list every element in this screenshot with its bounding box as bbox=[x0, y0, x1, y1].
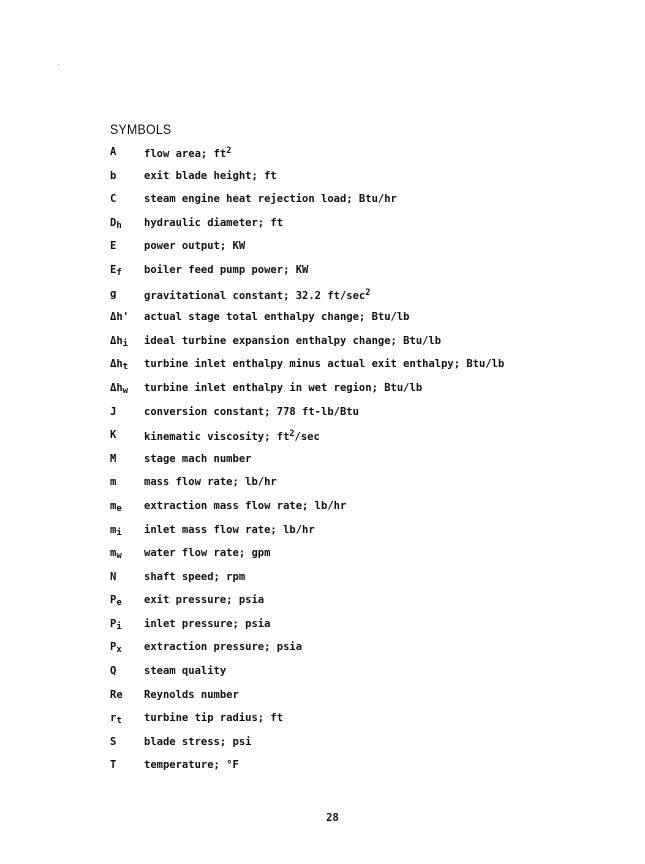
symbol bbox=[110, 594, 142, 608]
description-text: shaft speed; rpm bbox=[144, 570, 246, 583]
symbol bbox=[110, 311, 142, 323]
symbol-letter: M bbox=[110, 452, 117, 465]
description-text: turbine inlet enthalpy in wet region; Btu/lb bbox=[144, 381, 423, 394]
description-text: ideal turbine expansion enthalpy change; Btu/lb bbox=[144, 334, 442, 347]
symbol-letter: T bbox=[110, 759, 117, 772]
symbol-description bbox=[144, 453, 251, 465]
symbol-row bbox=[110, 614, 630, 638]
description-text: hydraulic diameter; ft bbox=[144, 216, 284, 229]
symbol-row bbox=[110, 307, 630, 331]
symbol-description bbox=[144, 193, 397, 205]
symbol bbox=[110, 358, 142, 372]
symbol-description bbox=[144, 736, 251, 748]
symbol bbox=[110, 759, 142, 771]
description-text: kinematic viscosity; ft bbox=[144, 431, 290, 444]
symbol-letter: m bbox=[110, 547, 117, 560]
symbol bbox=[110, 382, 142, 396]
symbol bbox=[110, 571, 142, 583]
symbol-letter: S bbox=[110, 735, 117, 748]
symbol-letter: E bbox=[110, 240, 117, 253]
description-text: flow area; ft bbox=[144, 148, 227, 160]
symbol-description bbox=[144, 712, 283, 724]
description-text: exit blade height; ft bbox=[144, 169, 277, 182]
symbol-letter: J bbox=[110, 405, 117, 418]
symbol bbox=[110, 712, 142, 726]
description-text: temperature; °F bbox=[144, 759, 239, 772]
symbol-description bbox=[144, 240, 245, 252]
symbol-description bbox=[144, 335, 441, 347]
symbol-description bbox=[144, 476, 277, 488]
symbol-letter: P bbox=[110, 641, 117, 654]
symbol-description bbox=[144, 264, 308, 276]
symbol-row bbox=[110, 354, 630, 378]
symbol-letter: C bbox=[110, 193, 117, 206]
symbol bbox=[110, 429, 142, 441]
symbol-subscript: e bbox=[116, 598, 122, 609]
symbol bbox=[110, 240, 142, 252]
symbol-list bbox=[110, 142, 630, 779]
symbol-description bbox=[144, 358, 504, 370]
description-text: extraction pressure; psia bbox=[144, 641, 303, 654]
symbol-description bbox=[144, 524, 315, 536]
description-text: mass flow rate; lb/hr bbox=[144, 476, 277, 489]
description-text: turbine tip radius; ft bbox=[144, 712, 284, 725]
description-text: water flow rate; gpm bbox=[144, 547, 271, 560]
symbol-row bbox=[110, 637, 630, 661]
description-superscript: 2 bbox=[289, 429, 295, 440]
symbol-description bbox=[144, 759, 239, 771]
symbol bbox=[110, 406, 142, 418]
symbol bbox=[110, 217, 142, 231]
symbol-row bbox=[110, 425, 630, 449]
symbol-letter: Δh bbox=[110, 334, 123, 347]
symbol-row bbox=[110, 284, 630, 308]
symbol-row bbox=[110, 378, 630, 402]
symbol bbox=[110, 689, 142, 701]
description-superscript: 2 bbox=[365, 287, 371, 298]
symbol-row bbox=[110, 567, 630, 591]
symbol-letter: Q bbox=[110, 665, 117, 678]
symbol-row bbox=[110, 732, 630, 756]
description-text: actual stage total enthalpy change; Btu/lb bbox=[144, 311, 410, 324]
description-superscript: 2 bbox=[226, 146, 232, 156]
symbol-letter: Re bbox=[110, 688, 123, 701]
symbol-row bbox=[110, 685, 630, 709]
description-text: extraction mass flow rate; lb/hr bbox=[144, 499, 347, 512]
symbol bbox=[110, 335, 142, 349]
symbol-subscript: h bbox=[116, 220, 122, 231]
symbol-letter: E bbox=[110, 263, 117, 276]
symbol-row bbox=[110, 449, 630, 473]
symbol bbox=[110, 618, 142, 632]
symbol-description bbox=[144, 594, 264, 606]
symbol-description bbox=[144, 429, 320, 443]
symbol-subscript: e bbox=[116, 503, 122, 514]
description-text: steam engine heat rejection load; Btu/hr bbox=[144, 193, 397, 206]
symbol-letter: Δh' bbox=[110, 311, 129, 324]
symbol-description bbox=[144, 311, 410, 323]
symbol-subscript: w bbox=[116, 551, 122, 562]
symbol-letter: r bbox=[110, 712, 117, 725]
symbol-description bbox=[144, 641, 302, 653]
symbol-letter: m bbox=[110, 523, 117, 536]
scan-speck bbox=[58, 64, 59, 65]
symbol-description bbox=[144, 170, 277, 182]
symbol bbox=[110, 524, 142, 538]
description-text: inlet mass flow rate; lb/hr bbox=[144, 523, 315, 536]
symbol-description bbox=[144, 406, 359, 418]
symbol-letter: Δh bbox=[110, 358, 123, 371]
description-text: steam quality bbox=[144, 665, 227, 678]
symbol-row bbox=[110, 331, 630, 355]
symbol-letter: m bbox=[110, 499, 117, 512]
description-text: Reynolds number bbox=[144, 688, 239, 701]
symbol-row bbox=[110, 661, 630, 685]
symbol-description bbox=[144, 288, 370, 302]
symbol-letter: P bbox=[110, 594, 117, 607]
symbol-row bbox=[110, 755, 630, 779]
symbol bbox=[110, 665, 142, 677]
symbol bbox=[110, 547, 142, 561]
symbol-letter: K bbox=[110, 429, 117, 442]
symbol bbox=[110, 264, 142, 278]
symbol-subscript: i bbox=[122, 338, 129, 349]
symbol-subscript: t bbox=[122, 362, 129, 373]
symbol bbox=[110, 476, 142, 488]
symbol bbox=[110, 736, 142, 748]
symbol-description bbox=[144, 665, 226, 677]
symbol-subscript: x bbox=[116, 645, 122, 656]
symbol-letter: Δh bbox=[110, 381, 123, 394]
symbol-subscript: f bbox=[116, 267, 122, 278]
symbol-row bbox=[110, 260, 630, 284]
symbol bbox=[110, 146, 142, 158]
description-text: turbine inlet enthalpy minus actual exit enthalpy; Btu/lb bbox=[144, 358, 505, 371]
symbol-description bbox=[144, 382, 422, 394]
description-text: inlet pressure; psia bbox=[144, 617, 271, 630]
symbol-letter: P bbox=[110, 617, 117, 630]
description-text: boiler feed pump power; KW bbox=[144, 263, 309, 276]
symbol-row bbox=[110, 496, 630, 520]
symbol bbox=[110, 500, 142, 514]
description-text: stage mach number bbox=[144, 452, 252, 465]
symbol-row bbox=[110, 236, 630, 260]
symbol-row bbox=[110, 166, 630, 190]
symbol-description bbox=[144, 547, 270, 559]
symbol-description bbox=[144, 146, 231, 160]
symbol-description bbox=[144, 571, 245, 583]
symbol-letter: g bbox=[110, 287, 117, 300]
symbol-letter: b bbox=[110, 169, 117, 182]
symbol bbox=[110, 641, 142, 655]
symbol-subscript: t bbox=[116, 716, 122, 727]
description-text: exit pressure; psia bbox=[144, 594, 265, 607]
description-text: blade stress; psi bbox=[144, 735, 252, 748]
symbol-row bbox=[110, 708, 630, 732]
description-text: power output; KW bbox=[144, 240, 246, 253]
symbol-subscript: i bbox=[116, 621, 122, 632]
symbol-row bbox=[110, 213, 630, 237]
description-tail: /sec bbox=[294, 431, 320, 444]
symbol bbox=[110, 453, 142, 465]
symbol bbox=[110, 193, 142, 205]
symbol bbox=[110, 170, 142, 182]
description-text: conversion constant; 778 ft-lb/Btu bbox=[144, 405, 359, 418]
symbol-row bbox=[110, 472, 630, 496]
symbol-subscript: i bbox=[116, 527, 122, 538]
symbol-row bbox=[110, 543, 630, 567]
section-heading: SYMBOLS bbox=[110, 121, 172, 137]
symbol-letter: D bbox=[110, 216, 117, 229]
symbol-description bbox=[144, 689, 239, 701]
symbol bbox=[110, 288, 142, 300]
symbol-row bbox=[110, 189, 630, 213]
symbol-letter: N bbox=[110, 570, 117, 583]
symbol-row bbox=[110, 520, 630, 544]
symbol-letter: A bbox=[110, 146, 117, 158]
symbol-row bbox=[110, 142, 630, 166]
description-text: gravitational constant; 32.2 ft/sec bbox=[144, 289, 366, 302]
symbol-description bbox=[144, 217, 283, 229]
page-number: 28 bbox=[326, 812, 339, 824]
symbol-letter: m bbox=[110, 476, 117, 489]
symbol-description bbox=[144, 500, 346, 512]
symbol-description bbox=[144, 618, 270, 630]
symbol-subscript: w bbox=[122, 385, 129, 396]
symbol-row bbox=[110, 590, 630, 614]
symbol-row bbox=[110, 402, 630, 426]
